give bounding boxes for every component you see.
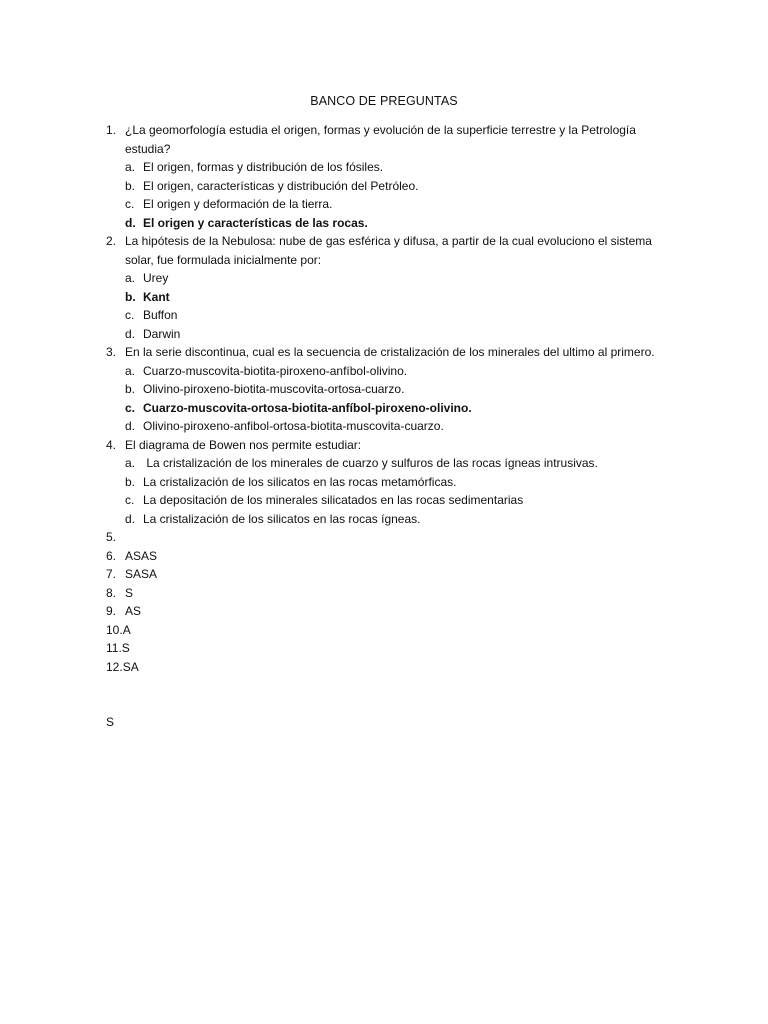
option-d: d. La cristalización de los silicatos en las rocas ígneas.: [125, 511, 421, 526]
question-1: [106, 121, 666, 158]
option-b: b. El origen, características y distribución del Petróleo.: [125, 178, 419, 193]
option-text: La cristalización de los minerales de cuarzo y sulfuros de las rocas ígneas intrusivas.: [143, 456, 598, 470]
question-text: La hipótesis de la Nebulosa: nube de gas esférica y difusa, a partir de la cual evoluciono el sistema solar, fue formulada inicialmente por:: [125, 234, 652, 267]
question-1-options: [106, 158, 666, 232]
question-3: [106, 343, 666, 362]
list-item-text: AS: [125, 604, 142, 618]
question-2: [106, 232, 666, 269]
option-c: c. Buffon: [125, 308, 178, 322]
option-a: a. El origen, formas y distribución de los fósiles.: [125, 160, 384, 174]
question-text: ¿La geomorfología estudia el origen, formas y evolución de la superficie terrestre y la Petrología estudia?: [125, 123, 636, 156]
option-text: La depositación de los minerales silicatados en las rocas sedimentarias: [143, 493, 524, 507]
list-item-text: SA: [122, 659, 139, 674]
option-text: El origen, formas y distribución de los fósiles.: [143, 160, 384, 174]
option-c-answer: c. Cuarzo-muscovita-ortosa-biotita-anfíbol-piroxeno-olivino.: [125, 400, 472, 415]
option-text: Olivino-piroxeno-anfibol-ortosa-biotita-muscovita-cuarzo.: [143, 419, 444, 433]
list-item-6: 6. ASAS: [106, 548, 158, 563]
option-text: La cristalización de los silicatos en las rocas metamórficas.: [143, 474, 457, 489]
option-a: a. Cuarzo-muscovita-biotita-piroxeno-anfíbol-olivino.: [125, 363, 408, 378]
page-title: BANCO DE PREGUNTAS: [310, 94, 458, 108]
option-text: Cuarzo-muscovita-biotita-piroxeno-anfíbol-olivino.: [143, 363, 408, 378]
list-item-7: 7. SASA: [106, 567, 158, 581]
list-item-8: 8. S: [106, 585, 134, 600]
option-text: El origen y características de las rocas.: [143, 215, 368, 230]
option-text: Urey: [143, 271, 169, 285]
option-text: El origen, características y distribución del Petróleo.: [143, 178, 419, 193]
option-text: Olivino-piroxeno-biotita-muscovita-ortosa-cuarzo.: [143, 382, 405, 396]
question-number: 3.: [106, 345, 117, 359]
list-item-text: S: [121, 641, 130, 655]
option-text: La cristalización de los silicatos en las rocas ígneas.: [143, 511, 421, 526]
list-item-9: 9. AS: [106, 604, 142, 618]
question-4-options: [106, 454, 666, 528]
option-text: El origen y deformación de la tierra.: [143, 197, 333, 211]
option-a: a. La cristalización de los minerales de cuarzo y sulfuros de las rocas ígneas intrusivas.: [125, 456, 598, 470]
list-item-10: 10.A: [106, 622, 131, 637]
option-a: a. Urey: [125, 271, 169, 285]
question-number: 4.: [106, 437, 117, 452]
option-text: Darwin: [143, 326, 181, 341]
trailing-text: S: [106, 715, 115, 729]
option-text: Kant: [143, 289, 170, 304]
question-number: 2.: [106, 234, 117, 248]
option-c: c. La depositación de los minerales silicatados en las rocas sedimentarias: [125, 493, 524, 507]
list-item-text: A: [122, 622, 131, 637]
option-c: c. El origen y deformación de la tierra.: [125, 197, 333, 211]
list-item-5: 5.: [106, 530, 117, 544]
option-d-answer: d. El origen y características de las rocas.: [125, 215, 368, 230]
option-b: b. La cristalización de los silicatos en las rocas metamórficas.: [125, 474, 457, 489]
option-b: b. Olivino-piroxeno-biotita-muscovita-ortosa-cuarzo.: [125, 382, 405, 396]
option-text: Buffon: [143, 308, 178, 322]
list-item-text: ASAS: [125, 548, 158, 563]
option-d: d. Darwin: [125, 326, 181, 341]
question-4: [106, 436, 666, 455]
list-item-text: S: [125, 585, 134, 600]
question-list: [106, 121, 666, 676]
question-3-options: [106, 362, 666, 436]
question-2-options: [106, 269, 666, 343]
option-b-answer: b. Kant: [125, 289, 170, 304]
option-text: Cuarzo-muscovita-ortosa-biotita-anfíbol-piroxeno-olivino.: [143, 400, 472, 415]
list-item-11: 11.S: [106, 641, 130, 655]
question-text: En la serie discontinua, cual es la secuencia de cristalización de los minerales del ultimo al primero.: [125, 345, 655, 359]
question-number: 1.: [106, 123, 117, 137]
option-d: d. Olivino-piroxeno-anfibol-ortosa-biotita-muscovita-cuarzo.: [125, 419, 444, 433]
question-text: El diagrama de Bowen nos permite estudiar:: [125, 437, 362, 452]
list-item-text: SASA: [125, 567, 158, 581]
list-item-12: 12.SA: [106, 659, 139, 674]
